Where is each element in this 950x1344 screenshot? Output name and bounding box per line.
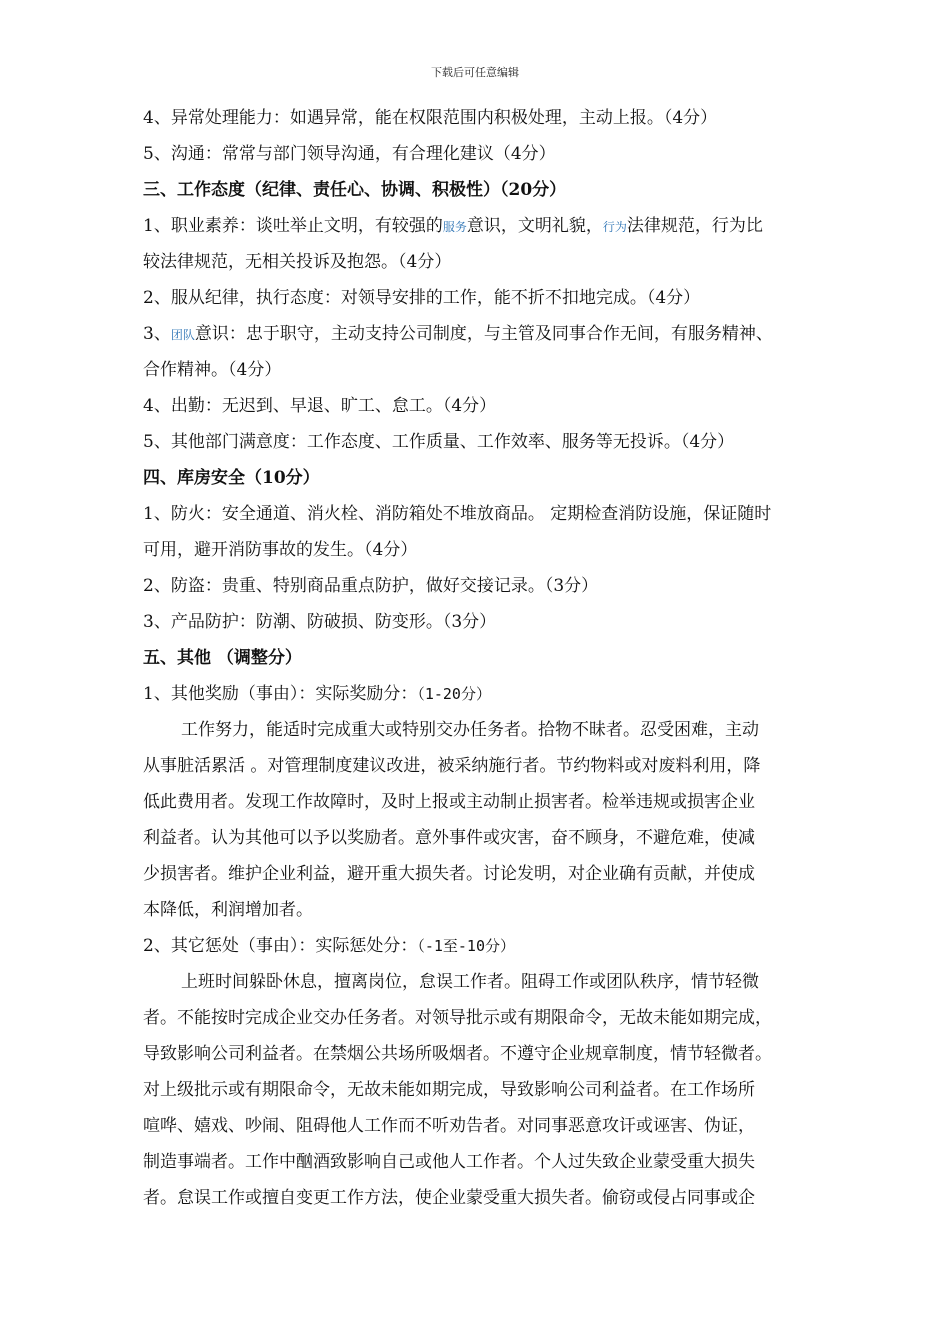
score-range: （1-20分） (417, 685, 491, 703)
paragraph-line: 本降低，利润增加者。 (143, 900, 313, 920)
text-line: 2、服从纪律，执行态度：对领导安排的工作，能不折不扣地完成。（4分） (143, 288, 701, 308)
paragraph-line: 低此费用者。发现工作故障时，及时上报或主动制止损害者。检举违规或损害企业 (143, 792, 755, 812)
text-line: 4、异常处理能力：如遇异常，能在权限范围内积极处理，主动上报。（4分） (143, 108, 718, 128)
section-heading: 五、其他 （调整分） (143, 648, 302, 668)
page-header-note: 下载后可任意编辑 (431, 66, 519, 79)
paragraph-line: 工作努力，能适时完成重大或特别交办任务者。拾物不昧者。忍受困难，主动 (181, 720, 759, 740)
text-segment: 1、职业素养：谈吐举止文明，有较强的 (143, 216, 443, 236)
text-line: 3、产品防护：防潮、防破损、防变形。（3分） (143, 612, 497, 632)
inline-small-text: 团队 (170, 328, 195, 342)
text-segment: 3、 (143, 324, 171, 344)
text-line (143, 928, 863, 964)
text-segment: 意识，文明礼貌， (466, 216, 603, 236)
text-line (143, 676, 863, 712)
paragraph-line: 上班时间躲卧休息，擅离岗位，怠误工作者。阻碍工作或团队秩序，情节轻微 (181, 972, 759, 992)
text-line: 5、其他部门满意度：工作态度、工作质量、工作效率、服务等无投诉。（4分） (143, 432, 735, 452)
document-body (143, 100, 863, 1216)
paragraph-line: 者。怠误工作或擅自变更工作方法，使企业蒙受重大损失者。偷窃或侵占同事或企 (143, 1188, 755, 1208)
text-segment: 2、其它惩处（事由）：实际惩处分： (143, 936, 418, 956)
text-line (143, 316, 863, 352)
text-line (143, 208, 863, 244)
text-segment: 法律规范，行为比 (626, 216, 763, 236)
paragraph-line: 喧哗、嬉戏、吵闹、阻碍他人工作而不听劝告者。对同事恶意攻讦或诬害、伪证， (143, 1116, 755, 1136)
paragraph-line: 者。不能按时完成企业交办任务者。对领导批示或有期限命令，无故未能如期完成， (143, 1008, 772, 1028)
paragraph-line: 对上级批示或有期限命令，无故未能如期完成，导致影响公司利益者。在工作场所 (143, 1080, 755, 1100)
paragraph-line: 少损害者。维护企业利益，避开重大损失者。讨论发明，对企业确有贡献，并使成 (143, 864, 755, 884)
text-segment: 1、其他奖励（事由）：实际奖励分： (143, 684, 418, 704)
paragraph-line: 导致影响公司利益者。在禁烟公共场所吸烟者。不遵守企业规章制度，情节轻微者。 (143, 1044, 772, 1064)
text-line: 较法律规范，无相关投诉及抱怨。（4分） (143, 252, 452, 272)
text-segment: 意识：忠于职守，主动支持公司制度，与主管及同事合作无间，有服务精神、 (194, 324, 773, 344)
score-range: （-1至-10分） (417, 937, 515, 955)
inline-small-text: 服务 (442, 220, 467, 234)
paragraph-line: 从事脏活累活 。对管理制度建议改进，被采纳施行者。节约物料或对废料利用，降 (143, 756, 761, 776)
text-line: 4、出勤：无迟到、早退、旷工、怠工。（4分） (143, 396, 497, 416)
paragraph-line: 制造事端者。工作中酗酒致影响自己或他人工作者。个人过失致企业蒙受重大损失 (143, 1152, 755, 1172)
text-line: 可用，避开消防事故的发生。（4分） (143, 540, 418, 560)
section-heading: 四、库房安全（10分） (143, 468, 320, 488)
section-heading: 三、工作态度（纪律、责任心、协调、积极性）（20分） (143, 180, 567, 200)
text-line: 2、防盗：贵重、特别商品重点防护，做好交接记录。（3分） (143, 576, 599, 596)
text-line: 5、沟通：常常与部门领导沟通，有合理化建议（4分） (143, 144, 556, 164)
text-line: 1、防火：安全通道、消火栓、消防箱处不堆放商品。 定期检查消防设施，保证随时 (143, 504, 772, 524)
paragraph-line: 利益者。认为其他可以予以奖励者。意外事件或灾害，奋不顾身，不避危难，使减 (143, 828, 755, 848)
text-line: 合作精神。（4分） (143, 360, 282, 380)
inline-small-text: 行为 (602, 220, 627, 234)
